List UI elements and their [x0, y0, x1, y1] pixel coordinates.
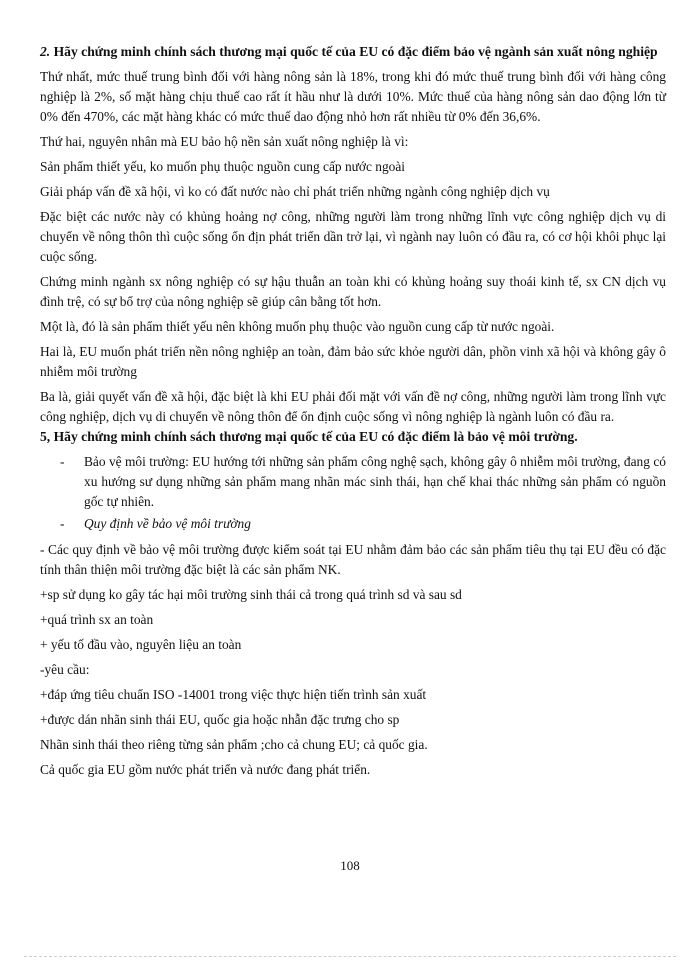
page-content [40, 42, 666, 785]
list-item-text: Bảo vệ môi trường: EU hướng tới những sản phẩm công nghệ sạch, không gây ô nhiễm môi trường, đang có xu hướng sư dụng những sản phẩm mang nhãn mác sinh thái, hạn chế khai thác những sản phẩm có nguồn gốc tự nhiên. [84, 454, 666, 509]
heading-number: 2. [40, 44, 51, 59]
paragraph: +sp sử dụng ko gây tác hại môi trường sinh thái cả trong quá trình sd và sau sd [40, 587, 462, 602]
paragraph: +đáp ứng tiêu chuẩn ISO -14001 trong việc thực hiện tiến trình sản xuất [40, 687, 427, 702]
paragraph: Hai là, EU muốn phát triển nền nông nghiệp an toàn, đảm bảo sức khỏe người dân, phồn vinh xã hội và không gây ô nhiễm môi trường [40, 344, 666, 379]
paragraph: - Các quy định về bảo vệ môi trường được kiểm soát tại EU nhằm đảm bảo các sản phẩm tiêu thụ tại EU đều có đặc tính thân thiện môi trường đặc biệt là các sản phẩm NK. [40, 542, 666, 577]
dash-bullet: - [60, 454, 65, 469]
list-item-text: Quy định về bảo vệ môi trường [84, 516, 251, 531]
paragraph: Đặc biệt các nước này có khủng hoảng nợ công, những người làm trong những lĩnh vực công nghiệp dịch vụ di chuyển về nông thôn thì cuộc sống ổn địn phát triển dần trở lại, vì ngành nay luôn có đầu ra, có cơ hội khôi phục lại cuộc sống. [40, 209, 666, 264]
page-number: 108 [340, 858, 360, 873]
list-item [40, 452, 666, 512]
paragraph: Thứ nhất, mức thuế trung bình đối với hàng nông sản là 18%, trong khi đó mức thuế trung bình đối với hàng công nghiệp là 2%, số mặt hàng chịu thuế cao rất ít hầu như là dưới 10%. Mức thuế của hàng nông sản dao động lớn từ 0% đến 470%, các mặt hàng khác có mức thuế dao động nhỏ hơn rất nhiều từ 0% đến 36,6%. [40, 69, 666, 124]
paragraph: +quá trình sx an toàn [40, 612, 154, 627]
section-heading-2 [40, 42, 666, 62]
paragraph: Giải pháp vấn đề xã hội, vì ko có đất nước nào chỉ phát triển những ngành công nghiệp dịch vụ [40, 184, 550, 199]
paragraph: + yếu tố đầu vào, nguyên liệu an toàn [40, 637, 242, 652]
paragraph: Ba là, giải quyết vấn đề xã hội, đặc biệt là khi EU phải đối mặt với vấn đề nợ công, những người làm trong lĩnh vực công nghiệp, dịch vụ di chuyển về nông thôn để ổn định cuộc sống vì nông nghiệp là ngành luôn có đầu ra. [40, 389, 666, 424]
paragraph: Nhãn sinh thái theo riêng từng sản phẩm ;cho cả chung EU; cả quốc gia. [40, 737, 428, 752]
section-heading-5: 5, Hãy chứng minh chính sách thương mại quốc tế của EU có đặc điểm là bảo vệ môi trường. [40, 429, 578, 444]
bullet-list [40, 452, 666, 534]
paragraph: Cả quốc gia EU gồm nước phát triển và nước đang phát triển. [40, 762, 371, 777]
heading-text: Hãy chứng minh chính sách thương mại quốc tế của EU có đặc điểm bảo vệ ngành sản xuất nông nghiệp [53, 44, 658, 59]
page-bottom-divider [24, 956, 676, 957]
paragraph: Thứ hai, nguyên nhân mà EU bảo hộ nền sản xuất nông nghiệp là vì: [40, 134, 409, 149]
paragraph: Chứng minh ngành sx nông nghiệp có sự hậu thuẫn an toàn khi có khủng hoảng suy thoái kinh tế, sx CN dịch vụ đình trệ, có sự bổ trợ của nông nghiệp sẽ giúp cân bằng tốt hơn. [40, 274, 666, 309]
paragraph: +được dán nhãn sinh thái EU, quốc gia hoặc nhẫn đặc trưng cho sp [40, 712, 400, 727]
list-item [40, 514, 666, 534]
paragraph: -yêu cầu: [40, 662, 90, 677]
paragraph: Sản phẩm thiết yếu, ko muốn phụ thuộc nguồn cung cấp nước ngoài [40, 159, 406, 174]
dash-bullet: - [60, 516, 65, 531]
paragraph: Một là, đó là sản phẩm thiết yếu nên không muốn phụ thuộc vào nguồn cung cấp từ nước ngoài. [40, 319, 555, 334]
